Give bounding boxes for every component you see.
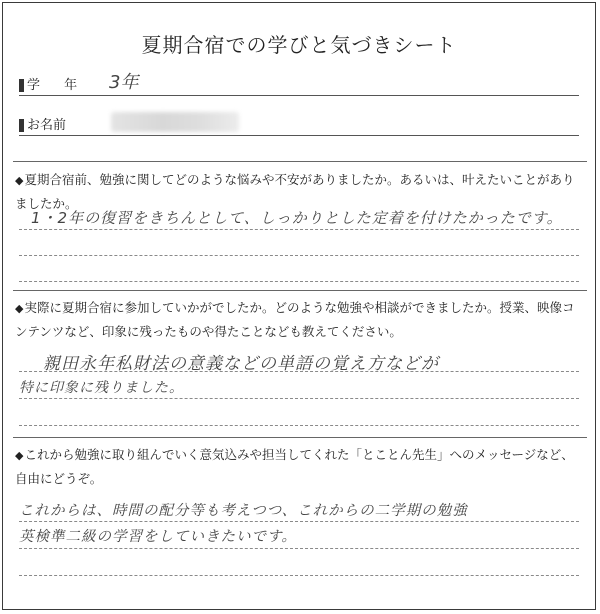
redacted-name bbox=[111, 112, 239, 132]
grade-field bbox=[19, 71, 579, 96]
answer-rule bbox=[19, 575, 579, 576]
answer-rule bbox=[19, 521, 579, 522]
answer-2-line-2: 特に印象に残りました。 bbox=[19, 380, 184, 396]
field-marker bbox=[19, 79, 24, 92]
diamond-icon: ◆ bbox=[15, 174, 24, 187]
section-divider bbox=[13, 161, 587, 162]
diamond-icon: ◆ bbox=[15, 302, 24, 315]
name-label: お名前 bbox=[27, 118, 67, 133]
question-3 bbox=[15, 443, 581, 490]
answer-rule bbox=[19, 255, 579, 256]
answer-rule bbox=[19, 548, 579, 549]
question-2 bbox=[15, 296, 581, 343]
answer-rule bbox=[19, 398, 579, 399]
section-divider bbox=[13, 290, 587, 291]
worksheet bbox=[2, 2, 596, 610]
answer-2-line-1: 親田永年私財法の意義などの単語の覚え方などが bbox=[43, 354, 439, 374]
grade-value: 3年 bbox=[109, 72, 139, 93]
answer-rule bbox=[19, 425, 579, 426]
answer-3-line-1: これからは、時間の配分等も考えつつ、これからの二学期の勉強 bbox=[19, 503, 468, 519]
question-3-text: これから勉強に取り組んでいく意気込みや担当してくれた「とことん先生」へのメッセージなど、自由にどうぞ。 bbox=[15, 447, 574, 486]
sheet-title: 夏期合宿での学びと気づきシート bbox=[141, 33, 457, 57]
diamond-icon: ◆ bbox=[15, 449, 24, 462]
answer-rule bbox=[19, 371, 579, 372]
field-marker bbox=[19, 119, 24, 132]
answer-rule bbox=[19, 229, 579, 230]
question-1-text: 夏期合宿前、勉強に関してどのような悩みや不安がありましたか。あるいは、叶えたいことがありましたか。 bbox=[15, 172, 575, 211]
grade-label: 学 年 bbox=[27, 78, 88, 93]
name-field bbox=[19, 111, 579, 136]
question-2-text: 実際に夏期合宿に参加していかがでしたか。どのような勉強や相談ができましたか。授業、映像コンテンツなど、印象に残ったものや得たことなども教えてください。 bbox=[15, 300, 575, 339]
answer-rule bbox=[19, 281, 579, 282]
section-divider bbox=[13, 437, 587, 438]
answer-3-line-2: 英検準二級の学習をしていきたいです。 bbox=[19, 529, 297, 545]
answer-1-line-1: 1・2年の復習をきちんとして、しっかりとした定着を付けたかったです。 bbox=[31, 209, 563, 227]
